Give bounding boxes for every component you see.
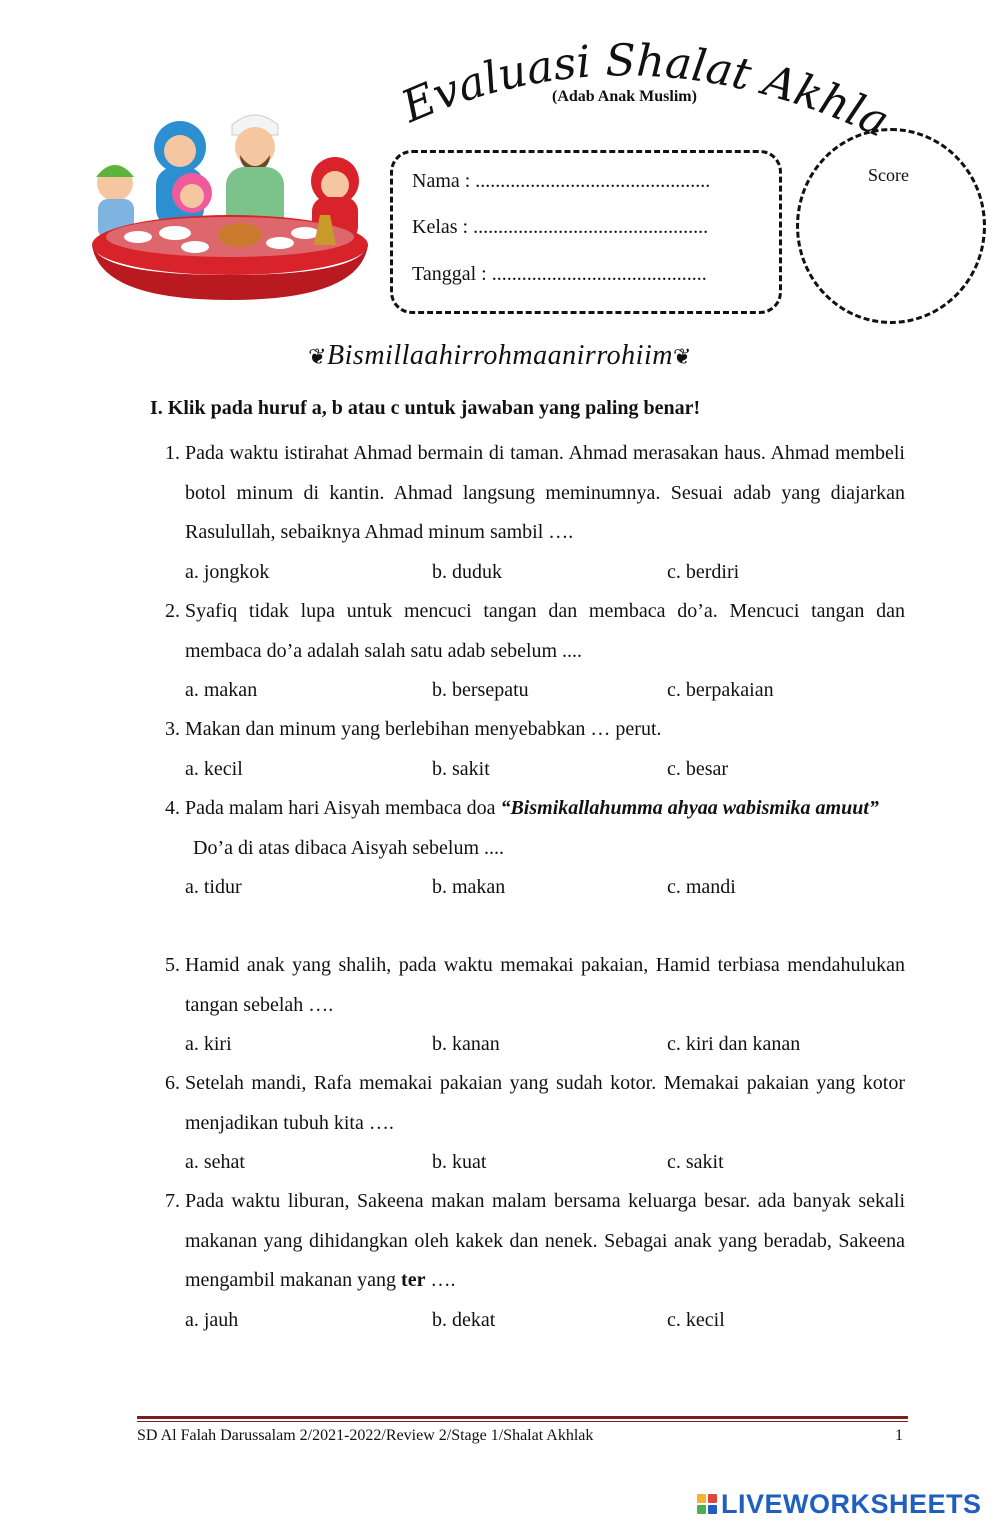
option-a[interactable]: a. jauh xyxy=(185,1308,239,1331)
instruction-text: I. Klik pada huruf a, b atau c untuk jawaban yang paling benar! xyxy=(150,397,701,419)
question-number: 3. xyxy=(165,718,180,740)
question-5 xyxy=(150,946,905,1065)
option-b[interactable]: b. kanan xyxy=(432,1033,500,1055)
liveworksheets-logo-icon xyxy=(697,1494,717,1514)
nama-field[interactable]: Nama : ............................................... xyxy=(412,170,711,192)
options-row xyxy=(185,1143,905,1183)
question-number: 1. xyxy=(165,442,180,464)
option-c[interactable]: c. sakit xyxy=(667,1151,724,1173)
score-label: Score xyxy=(868,165,909,185)
emphasis-text: ter xyxy=(401,1269,426,1291)
title-text: valuasi Shalat Akhla xyxy=(425,38,897,148)
options-row xyxy=(185,671,905,711)
question-text: Makan dan minum yang berlebihan menyebabkan … perut. xyxy=(185,718,662,740)
question-3 xyxy=(150,710,905,789)
question-7 xyxy=(150,1182,905,1340)
question-1 xyxy=(150,434,905,592)
question-text: Syafiq tidak lupa untuk mencuci tangan dan membaca do’a. Mencuci tangan dan membaca do’a adalah salah satu adab sebelum .... xyxy=(185,600,905,662)
footer-divider-thin xyxy=(137,1421,908,1422)
option-a[interactable]: a. makan xyxy=(185,679,258,701)
question-2 xyxy=(150,592,905,711)
question-number: 5. xyxy=(165,954,180,976)
dining-table xyxy=(92,215,368,300)
question-number: 2. xyxy=(165,600,180,622)
tanggal-field[interactable]: Tanggal : ........................................... xyxy=(412,263,707,285)
option-c[interactable]: c. mandi xyxy=(667,876,736,898)
question-text: Pada waktu istirahat Ahmad bermain di taman. Ahmad merasakan haus. Ahmad membeli botol minum di kantin. Ahmad langsung meminumnya. Sesuai adab yang diajarkan Rasulullah, sebaiknya Ahmad minum sambil …. xyxy=(185,442,905,543)
options-row xyxy=(185,750,905,790)
option-b[interactable]: b. dekat xyxy=(432,1308,496,1331)
question-number: 4. xyxy=(165,797,180,819)
option-b[interactable]: b. makan xyxy=(432,876,506,898)
brand-name: LIVEWORKSHEETS xyxy=(721,1488,982,1519)
option-c[interactable]: c. kiri dan kanan xyxy=(667,1033,801,1055)
question-text: Pada waktu liburan, Sakeena makan malam bersama keluarga besar. ada banyak sekali makanan yang dihidangkan oleh kakek dan nenek. Sebagai anak yang beradab, Sakeena mengambil makanan yang ter …. xyxy=(185,1190,905,1291)
family-dinner-illustration xyxy=(80,105,375,305)
question-number: 7. xyxy=(165,1190,180,1212)
question-number: 6. xyxy=(165,1072,180,1094)
option-a[interactable]: a. tidur xyxy=(185,876,242,898)
question-text: Pada malam hari Aisyah membaca doa “Bismikallahumma ahyaa wabismika amuut” xyxy=(185,797,879,819)
option-a[interactable]: a. kecil xyxy=(185,757,243,780)
question-4 xyxy=(150,789,905,908)
bismillah-heading: ❦Bismillaahirrohmaanirrohiim❦ xyxy=(308,340,692,371)
options-row xyxy=(185,868,905,908)
option-b[interactable]: b. duduk xyxy=(432,560,502,583)
ornament-right-icon: ❦ xyxy=(672,344,692,369)
option-b[interactable]: b. bersepatu xyxy=(432,679,529,701)
option-a[interactable]: a. kiri xyxy=(185,1033,232,1055)
question-6 xyxy=(150,1064,905,1183)
option-c[interactable]: c. berpakaian xyxy=(667,679,774,701)
page-number: 1 xyxy=(895,1427,903,1444)
prayer-quote: “Bismikallahumma ahyaa wabismika amuut” xyxy=(500,797,879,819)
question-subtext: Do’a di atas dibaca Aisyah sebelum .... xyxy=(193,836,505,859)
options-row xyxy=(185,553,905,593)
liveworksheets-brand[interactable] xyxy=(697,1488,982,1520)
score-circle xyxy=(796,128,986,324)
option-b[interactable]: b. kuat xyxy=(432,1151,487,1173)
option-c[interactable]: c. besar xyxy=(667,757,729,780)
ornament-left-icon: ❦ xyxy=(308,344,328,369)
footer-divider xyxy=(137,1416,908,1419)
option-b[interactable]: b. sakit xyxy=(432,757,490,780)
question-text: Hamid anak yang shalih, pada waktu memakai pakaian, Hamid terbiasa mendahulukan tangan sebelah …. xyxy=(185,954,905,1016)
footer-text: SD Al Falah Darussalam 2/2021-2022/Review 2/Stage 1/Shalat Akhlak xyxy=(137,1427,594,1444)
option-a[interactable]: a. sehat xyxy=(185,1151,245,1173)
option-c[interactable]: c. berdiri xyxy=(667,560,740,583)
options-row xyxy=(185,1301,905,1341)
options-row xyxy=(185,1025,905,1065)
worksheet-subtitle: (Adab Anak Muslim) xyxy=(552,88,697,105)
option-a[interactable]: a. jongkok xyxy=(185,560,270,583)
option-c[interactable]: c. kecil xyxy=(667,1308,725,1331)
question-text: Setelah mandi, Rafa memakai pakaian yang sudah kotor. Memakai pakaian yang kotor menjadikan tubuh kita …. xyxy=(185,1072,905,1134)
kelas-field[interactable]: Kelas : ............................................... xyxy=(412,216,709,238)
